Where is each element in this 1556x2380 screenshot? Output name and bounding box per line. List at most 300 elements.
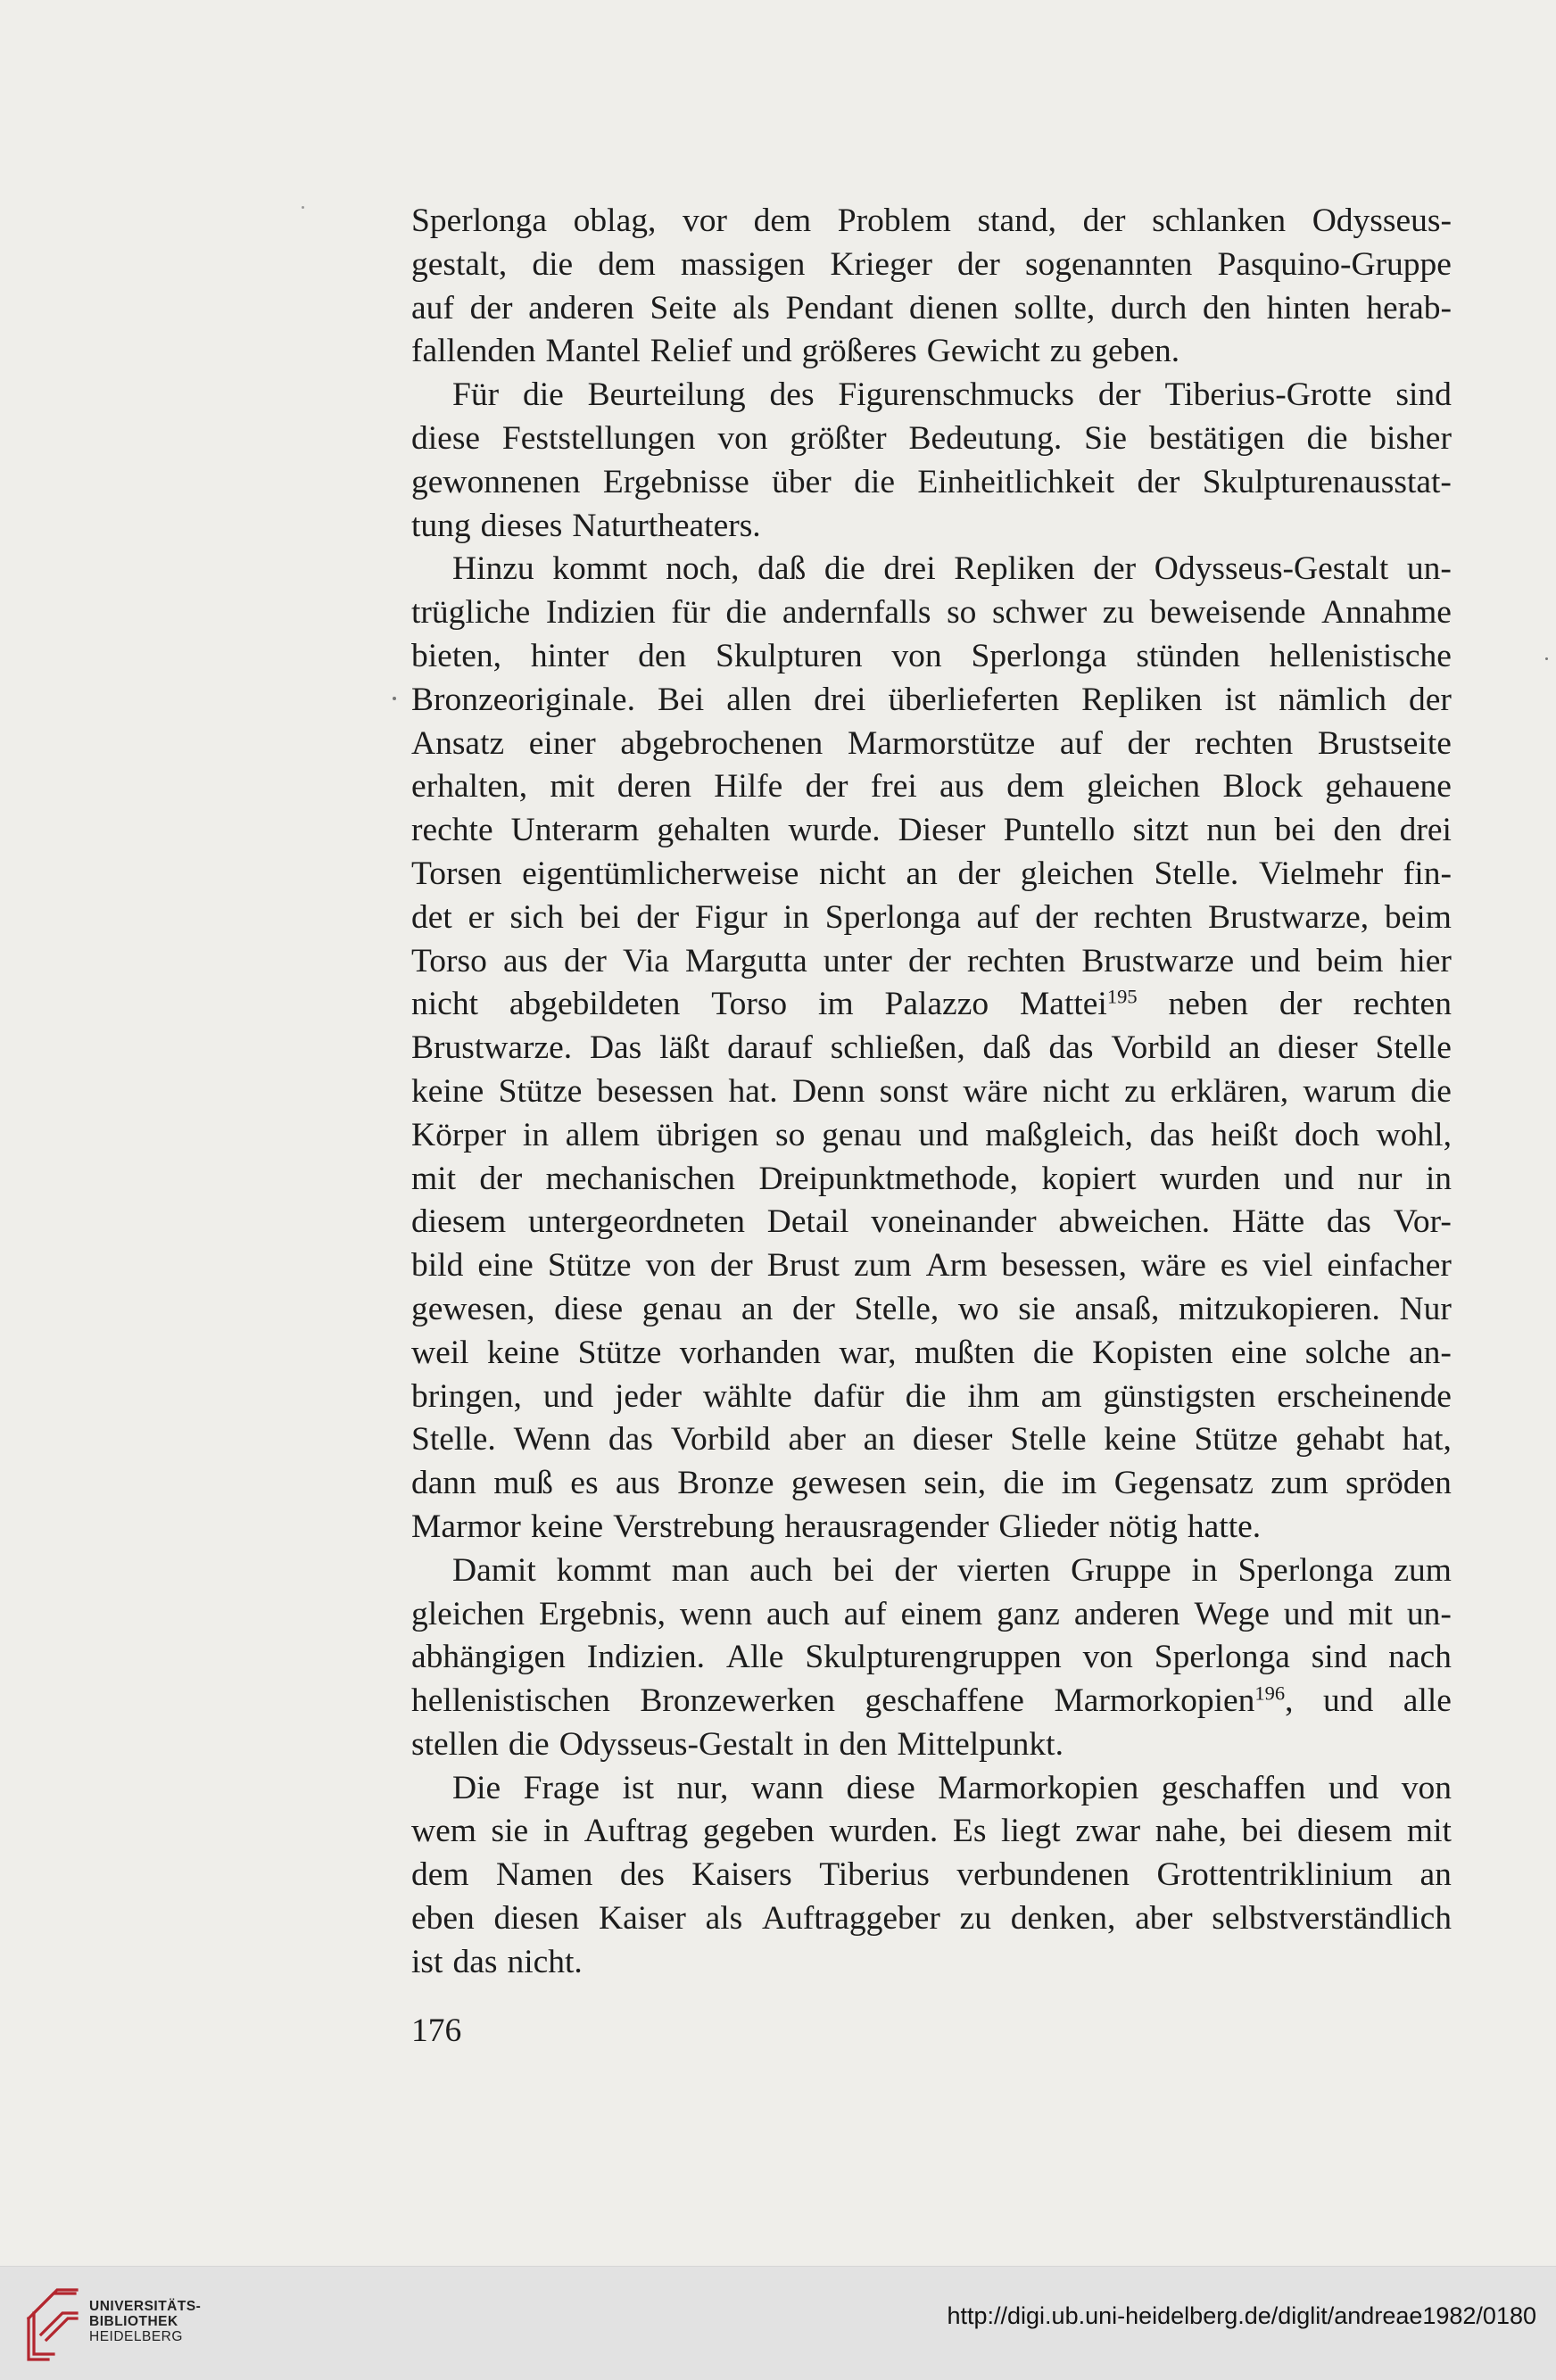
word: und [542,1377,594,1415]
word: dem [411,1856,469,1894]
word: noch, [666,550,740,588]
word: von [1082,1639,1133,1676]
text-line [411,461,1452,505]
word: und [1323,1682,1374,1720]
word: stand, [977,202,1057,239]
word: hat. [728,1072,778,1110]
word: in [1425,1160,1452,1197]
word: aus [502,942,548,979]
word: Relief [650,333,732,370]
word: herab- [1366,289,1452,326]
word: Annahme [1321,594,1452,632]
word: ihm [967,1377,1020,1415]
word: geben. [1091,333,1180,370]
word: erscheinende [1277,1377,1452,1415]
word: liegt [1001,1813,1061,1850]
word: abgebildeten [509,986,681,1023]
word: diesem [1297,1813,1393,1850]
word: un- [1406,550,1452,588]
word: wurde. [788,812,881,849]
word: gehalten [657,812,771,849]
word: nämlich [1279,681,1386,718]
word: deren [617,768,691,806]
word: den [1202,289,1252,326]
word: kommt [556,1551,651,1589]
word: doch [1294,1116,1360,1153]
word: hellenistische [1269,637,1452,674]
word: allen [726,681,792,718]
word: einer [528,724,596,762]
word: sonst [879,1072,948,1110]
word: keine [530,1508,604,1545]
word: der [907,942,951,979]
word: die [1306,419,1348,457]
text-line [411,1114,1452,1158]
word: gleichen [1020,855,1134,892]
word: gewonnenen [411,463,581,500]
word: und [741,333,792,370]
word: Kaiser [599,1900,686,1938]
library-name-line: BIBLIOTHEK [89,2314,178,2329]
word: eigentümlicherweise [522,855,799,892]
word: über [772,463,832,500]
word: Palazzo [884,986,989,1023]
word: hinten [1266,289,1351,326]
source-url[interactable]: http://digi.ub.uni-heidelberg.de/diglit/andreae1982/0180 [947,2302,1536,2329]
word: Wege [1194,1595,1270,1632]
word: Gegensatz [1113,1465,1254,1502]
word: die [508,1725,550,1763]
word: Stütze [577,1334,662,1371]
text-line [411,1418,1452,1462]
word: Problem [837,202,951,239]
word: gewesen, [411,1290,535,1327]
word: bei [1274,812,1316,849]
word: Sperlonga [971,637,1107,674]
word: Arm [925,1247,988,1285]
word: bild [411,1247,464,1285]
word: der [564,942,607,979]
word: größter [790,419,887,457]
word: beim [1316,942,1384,979]
word: der [469,289,513,326]
word: aus [939,768,985,806]
word: maßgleich, [985,1116,1133,1153]
word: Skulpturen [716,637,863,674]
text-line [411,723,1452,766]
word: zum [1394,1551,1452,1589]
word: von [1401,1769,1452,1806]
word: sie [1018,1290,1055,1327]
word: Brust [766,1247,840,1285]
text-line [411,1462,1452,1506]
word: fallenden [411,333,536,370]
word: mitzukopieren. [1178,1290,1380,1327]
word: anderen [528,289,634,326]
word: das [1326,1203,1371,1241]
word: dieser [1278,1029,1358,1067]
word: Marmor [411,1508,521,1545]
word: Pendant [785,289,894,326]
word: gleichen [1087,768,1201,806]
word: an- [1408,1334,1452,1371]
word: der [1137,463,1180,500]
word: auf [411,289,454,326]
word: Krieger [830,245,932,283]
word: zum [854,1247,912,1285]
word: heißt [1211,1116,1279,1153]
text-line [411,765,1452,809]
word: dann [411,1465,476,1502]
word: Auftraggeber [761,1900,940,1938]
word: Seite [650,289,717,326]
word: der [1093,550,1137,588]
word: bisher [1370,419,1452,457]
word: unter [823,942,892,979]
word: hellenistischen [411,1682,610,1720]
word: der [479,1160,523,1197]
word: den [1333,812,1382,849]
word: mit [411,1160,457,1197]
word: Alle [725,1639,784,1676]
word: Mittelpunkt. [897,1725,1064,1763]
text-line [411,940,1452,984]
word: der [957,245,1000,283]
word: auf [976,898,1020,936]
word: Die [452,1769,501,1806]
library-name-line: HEIDELBERG [89,2329,183,2344]
word: keine [1104,1421,1177,1459]
word: hat, [1402,1421,1452,1459]
footnote-ref[interactable]: 196 [1254,1682,1286,1705]
word: Sperlonga [1154,1639,1290,1676]
word: Figurenschmucks [838,376,1074,414]
word: nach [1388,1639,1452,1676]
word: zum [1270,1465,1328,1502]
word: Glieder [998,1508,1099,1545]
word: den [839,1725,888,1763]
text-line [411,1767,1452,1811]
word: warum [1303,1072,1396,1110]
word: Torso [411,942,487,979]
word: zu [1049,333,1082,370]
word: läßt [659,1029,710,1067]
word: mit [1406,1813,1452,1850]
word: an [1419,1856,1452,1894]
word: oblag, [573,202,657,239]
word: frei [870,768,917,806]
page-number: 176 [411,2012,462,2049]
word: untergeordneten [528,1203,745,1241]
word: Repliken [1081,681,1203,718]
word: herausragender [784,1508,989,1545]
word: Sperlonga [1237,1551,1374,1589]
word: genau [822,1116,902,1153]
word: am [1040,1377,1082,1415]
word: Tiberius-Grotte [1164,376,1372,414]
word: aber [1135,1900,1193,1938]
word: diese [411,419,481,457]
word: Ergebnis, [538,1595,666,1632]
word: beweisende [1149,594,1306,632]
word: Stütze [498,1072,583,1110]
word: zu [1124,1072,1156,1110]
scan-speck [302,206,304,209]
word: Gruppe [1071,1551,1171,1589]
word: bei [832,1551,874,1589]
word: Pasquino-Gruppe [1217,245,1452,283]
word: ist [1224,681,1257,718]
word: dem [753,202,812,239]
word: det [411,898,452,936]
word: und [1328,1769,1379,1806]
word: Block [1222,768,1304,806]
word: des [619,1856,665,1894]
word: auch [766,1595,830,1632]
word: rechten [1093,898,1193,936]
word: Es [952,1813,987,1850]
word: anderen [1073,1595,1180,1632]
word: dafür [813,1377,884,1415]
word: Puntello [1003,812,1115,849]
word: die [1032,1334,1074,1371]
word: Auftrag [584,1813,689,1850]
text-line [411,374,1452,417]
word: schließen, [830,1029,965,1067]
word: aus [615,1465,660,1502]
word: nötig [1108,1508,1178,1545]
word: wurden [1159,1160,1261,1197]
word: tung [411,507,471,544]
word: eine [477,1247,534,1285]
word: durch [1110,289,1188,326]
word: mit [1347,1595,1393,1632]
word: wäre [1141,1247,1206,1285]
word: Bronzewerken [640,1682,836,1720]
word: sein, [923,1465,987,1502]
word: wann [750,1769,824,1806]
word: abgebrochenen [620,724,824,762]
word: Sperlonga [824,898,961,936]
word: gewesen [790,1465,907,1502]
word: Marmorkopien$^{196}$, [1054,1682,1294,1720]
word: er [468,898,494,936]
word: erhalten, [411,768,528,806]
word: stünden [1136,637,1240,674]
word: überlieferten [888,681,1060,718]
word: drei [1399,812,1452,849]
word: bei [579,898,621,936]
word: der [1409,681,1452,718]
library-name-line: UNIVERSITÄTS- [89,2299,202,2314]
word: an [1228,1029,1261,1067]
word: wenn [679,1595,753,1632]
word: Stütze [547,1247,632,1285]
word: Namen [496,1856,593,1894]
word: wählte [702,1377,792,1415]
library-logo-icon [23,2283,80,2365]
word: geschaffene [865,1682,1024,1720]
word: neben [1168,986,1248,1023]
text-line [411,417,1452,461]
word: die [1411,1072,1452,1110]
word: nicht [411,986,478,1023]
word: Feststellungen [501,419,696,457]
word: es [570,1465,599,1502]
word: von [645,1247,696,1285]
word: muß [493,1465,553,1502]
word: in [803,1725,830,1763]
word: es [1220,1247,1249,1285]
text-line [411,1506,1452,1549]
word: in [1191,1551,1218,1589]
word: Sperlonga [411,202,548,239]
word: von [717,419,768,457]
word: Ergebnisse [602,463,749,500]
word: Wenn [513,1421,592,1459]
word: gehabt [1295,1421,1385,1459]
word: Indizien [545,594,656,632]
word: alle [1403,1682,1452,1720]
word: Beurteilung [587,376,746,414]
word: kopiert [1041,1160,1137,1197]
word: Vielmehr [1258,855,1384,892]
text-line [411,635,1452,679]
word: drei [814,681,866,718]
text-line [411,1723,1452,1767]
word: besessen, [1001,1247,1127,1285]
word: der [791,1290,835,1327]
word: Mattei$^{195}$ [1019,985,1138,1023]
word: zwar [1075,1813,1141,1850]
word: nur [1357,1160,1403,1197]
digitization-footer [0,2266,1556,2380]
word: bei [1241,1813,1283,1850]
word: das [452,1943,498,1980]
word: dieser [912,1421,993,1459]
word: sich [509,898,564,936]
word: auf [843,1595,887,1632]
word: war, [839,1334,897,1371]
word: im [818,986,854,1023]
word: wurden. [829,1813,939,1850]
word: dem [598,245,656,283]
text-line [411,1593,1452,1637]
text-line [411,1897,1452,1941]
word: Für [452,376,500,414]
word: Kaisers [691,1856,792,1894]
word: dieses [480,507,563,544]
word: der [636,898,680,936]
word: Figur [694,898,768,936]
word: nur, [676,1769,729,1806]
word: hinter [530,637,609,674]
word: nicht [1042,1072,1110,1110]
word: hatte. [1187,1508,1262,1545]
text-line [411,1549,1452,1593]
word: Via [623,942,669,979]
word: eben [411,1900,475,1938]
word: Hinzu [452,550,534,588]
word: sitzt [1132,812,1189,849]
word: Detail [766,1203,849,1241]
word: Einheitlichkeit [917,463,1115,500]
word: Vor- [1393,1203,1452,1241]
word: fin- [1403,855,1452,892]
word: in [782,898,810,936]
word: Odysseus- [1312,202,1452,239]
library-name [89,2299,201,2344]
footnote-ref[interactable]: 195 [1106,985,1138,1008]
word: die [854,463,895,500]
text-line [411,505,1452,549]
word: Odysseus-Gestalt [559,1725,794,1763]
word: Stelle. [1154,855,1239,892]
word: Körper [411,1116,507,1153]
word: Unterarm [510,812,640,849]
word: dienen [908,289,998,326]
word: in [522,1116,550,1153]
word: der [1082,202,1126,239]
word: diesen [493,1900,580,1938]
word: einfacher [1327,1247,1452,1285]
word: als [705,1900,743,1938]
word: Hätte [1231,1203,1305,1241]
word: rechten [1353,986,1452,1023]
word: Margutta [684,942,807,979]
word: jeder [615,1377,682,1415]
word: denken, [1010,1900,1116,1938]
word: im [1061,1465,1097,1502]
word: Bedeutung. [908,419,1063,457]
word: Denn [792,1072,865,1110]
word: Damit [452,1551,536,1589]
scan-speck [1545,657,1548,660]
word: Torso [711,986,788,1023]
word: Torsen [411,855,502,892]
word: Stelle [1010,1421,1087,1459]
word: beim [1384,898,1452,936]
word: Skulpturengruppen [805,1639,1062,1676]
word: Repliken [954,550,1075,588]
word: Dieser [898,812,986,849]
word: der [957,855,1001,892]
word: un- [1406,1595,1452,1632]
word: dem [1006,768,1064,806]
word: bieten, [411,637,502,674]
word: darauf [727,1029,813,1067]
word: trügliche [411,594,531,632]
word: von [891,637,942,674]
text-line [411,1201,1452,1244]
word: der [1127,724,1171,762]
word: an [906,855,938,892]
word: mit [550,768,595,806]
word: ist [622,1769,655,1806]
word: genau [641,1290,723,1327]
word: voneinander [871,1203,1037,1241]
word: Naturtheaters. [572,507,761,544]
word: keine [411,1072,484,1110]
scan-speck [393,697,396,700]
word: wohl, [1376,1116,1452,1153]
word: auch [749,1551,813,1589]
word: Bronzeoriginale. [411,681,635,718]
word: Stütze [1194,1421,1279,1459]
word: zu [1102,594,1135,632]
word: des [769,376,815,414]
word: der [805,768,848,806]
